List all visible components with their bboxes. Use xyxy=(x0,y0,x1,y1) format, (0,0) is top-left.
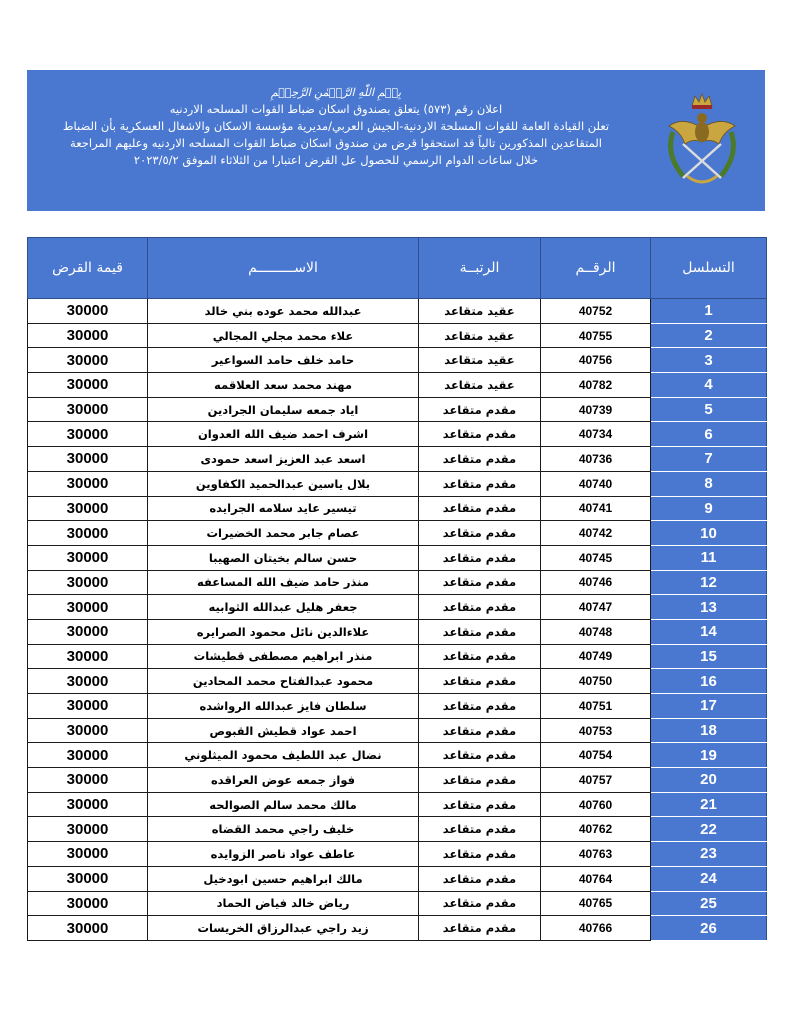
table-row xyxy=(28,817,767,842)
serial-cell: 2 xyxy=(651,323,767,348)
number-cell: 40782 xyxy=(541,373,651,398)
number-cell: 40757 xyxy=(541,768,651,793)
number-cell: 40741 xyxy=(541,496,651,521)
serial-cell: 25 xyxy=(651,891,767,916)
number-cell: 40742 xyxy=(541,521,651,546)
number-cell: 40764 xyxy=(541,866,651,891)
serial-cell: 24 xyxy=(651,866,767,891)
bismillah: بِسۡمِ اللّٰهِ الرَّحۡمٰنِ الرَّحِیۡمِ xyxy=(270,86,402,99)
table-row xyxy=(28,743,767,768)
rank-cell: مقدم متقاعد xyxy=(419,619,541,644)
serial-cell: 9 xyxy=(651,496,767,521)
announcement-line-2: تعلن القيادة العامة للقوات المسلحة الاردنية-الجيش العربي/مديرية مؤسسة الاسكان والاشغال العسكرية بأن الضباط xyxy=(62,119,610,133)
table-row xyxy=(28,348,767,373)
name-cell: حامد خلف حامد السواعير xyxy=(148,348,419,373)
serial-cell: 6 xyxy=(651,422,767,447)
number-cell: 40747 xyxy=(541,595,651,620)
serial-cell: 14 xyxy=(651,619,767,644)
serial-cell: 15 xyxy=(651,644,767,669)
header-loan-amount: قيمة القرض xyxy=(28,238,148,299)
loan-amount-cell: 30000 xyxy=(28,496,148,521)
rank-cell: مقدم متقاعد xyxy=(419,866,541,891)
name-cell: مهند محمد سعد العلاقمه xyxy=(148,373,419,398)
serial-cell: 22 xyxy=(651,817,767,842)
loan-amount-cell: 30000 xyxy=(28,570,148,595)
number-cell: 40739 xyxy=(541,397,651,422)
name-cell: تيسير عايد سلامه الجرايده xyxy=(148,496,419,521)
rank-cell: مقدم متقاعد xyxy=(419,669,541,694)
rank-cell: مقدم متقاعد xyxy=(419,644,541,669)
loan-amount-cell: 30000 xyxy=(28,422,148,447)
number-cell: 40745 xyxy=(541,545,651,570)
header-rank: الرتبــة xyxy=(419,238,541,299)
number-cell: 40746 xyxy=(541,570,651,595)
table-row xyxy=(28,619,767,644)
announcement-banner xyxy=(27,70,765,211)
loan-amount-cell: 30000 xyxy=(28,323,148,348)
number-cell: 40762 xyxy=(541,817,651,842)
serial-cell: 8 xyxy=(651,471,767,496)
loan-amount-cell: 30000 xyxy=(28,373,148,398)
table-row xyxy=(28,891,767,916)
rank-cell: عقيد متقاعد xyxy=(419,373,541,398)
serial-cell: 5 xyxy=(651,397,767,422)
rank-cell: مقدم متقاعد xyxy=(419,792,541,817)
serial-cell: 18 xyxy=(651,718,767,743)
loan-amount-cell: 30000 xyxy=(28,299,148,324)
number-cell: 40760 xyxy=(541,792,651,817)
name-cell: اسعد عبد العزيز اسعد حمودى xyxy=(148,447,419,472)
rank-cell: مقدم متقاعد xyxy=(419,422,541,447)
serial-cell: 17 xyxy=(651,694,767,719)
name-cell: خليف راجي محمد القضاه xyxy=(148,817,419,842)
serial-cell: 26 xyxy=(651,916,767,941)
loan-amount-cell: 30000 xyxy=(28,768,148,793)
jordan-armed-forces-emblem-icon xyxy=(659,92,745,192)
serial-cell: 10 xyxy=(651,521,767,546)
table-row xyxy=(28,718,767,743)
rank-cell: مقدم متقاعد xyxy=(419,743,541,768)
name-cell: اياد جمعه سليمان الجرادين xyxy=(148,397,419,422)
announcement-text xyxy=(47,84,625,169)
rank-cell: مقدم متقاعد xyxy=(419,718,541,743)
name-cell: احمد عواد قطيش القبوص xyxy=(148,718,419,743)
name-cell: مالك ابراهيم حسين ابودخيل xyxy=(148,866,419,891)
serial-cell: 16 xyxy=(651,669,767,694)
table-row xyxy=(28,471,767,496)
rank-cell: مقدم متقاعد xyxy=(419,496,541,521)
rank-cell: مقدم متقاعد xyxy=(419,570,541,595)
table-row xyxy=(28,422,767,447)
number-cell: 40752 xyxy=(541,299,651,324)
rank-cell: مقدم متقاعد xyxy=(419,768,541,793)
table-row xyxy=(28,373,767,398)
loan-amount-cell: 30000 xyxy=(28,669,148,694)
rank-cell: عقيد متقاعد xyxy=(419,323,541,348)
loan-amount-cell: 30000 xyxy=(28,694,148,719)
table-header-row xyxy=(28,238,767,299)
announcement-line-1: اعلان رقم (٥٧٣) يتعلق بصندوق اسكان ضباط القوات المسلحه الاردنيه xyxy=(169,102,503,116)
number-cell: 40748 xyxy=(541,619,651,644)
loan-amount-cell: 30000 xyxy=(28,916,148,941)
rank-cell: مقدم متقاعد xyxy=(419,817,541,842)
rank-cell: مقدم متقاعد xyxy=(419,397,541,422)
table-row xyxy=(28,299,767,324)
number-cell: 40755 xyxy=(541,323,651,348)
name-cell: منذر حامد ضيف الله المساعفه xyxy=(148,570,419,595)
name-cell: عصام جابر محمد الخضيرات xyxy=(148,521,419,546)
table-row xyxy=(28,792,767,817)
header-name: الاســـــــــم xyxy=(148,238,419,299)
name-cell: حسن سالم بخيتان الصهيبا xyxy=(148,545,419,570)
loan-amount-cell: 30000 xyxy=(28,595,148,620)
number-cell: 40765 xyxy=(541,891,651,916)
loan-amount-cell: 30000 xyxy=(28,397,148,422)
rank-cell: عقيد متقاعد xyxy=(419,348,541,373)
table-row xyxy=(28,669,767,694)
serial-cell: 12 xyxy=(651,570,767,595)
rank-cell: مقدم متقاعد xyxy=(419,447,541,472)
loan-amount-cell: 30000 xyxy=(28,718,148,743)
loan-amount-cell: 30000 xyxy=(28,619,148,644)
loan-amount-cell: 30000 xyxy=(28,891,148,916)
name-cell: زيد راجي عبدالرزاق الخريسات xyxy=(148,916,419,941)
number-cell: 40753 xyxy=(541,718,651,743)
table-row xyxy=(28,521,767,546)
serial-cell: 19 xyxy=(651,743,767,768)
announcement-line-3: المتقاعدين المذكورين تالياً قد استحقوا قرض من صندوق اسكان ضباط القوات المسلحه الاردنيه وعليهم المراجعة xyxy=(70,136,602,150)
loan-amount-cell: 30000 xyxy=(28,521,148,546)
loan-amount-cell: 30000 xyxy=(28,817,148,842)
table-row xyxy=(28,397,767,422)
loan-amount-cell: 30000 xyxy=(28,447,148,472)
table-row xyxy=(28,694,767,719)
table-row xyxy=(28,866,767,891)
rank-cell: عقيد متقاعد xyxy=(419,299,541,324)
number-cell: 40736 xyxy=(541,447,651,472)
number-cell: 40756 xyxy=(541,348,651,373)
table-row xyxy=(28,595,767,620)
serial-cell: 3 xyxy=(651,348,767,373)
name-cell: جعفر هليل عبدالله الثوابيه xyxy=(148,595,419,620)
name-cell: عاطف عواد ناصر الزوايده xyxy=(148,842,419,867)
rank-cell: مقدم متقاعد xyxy=(419,842,541,867)
rank-cell: مقدم متقاعد xyxy=(419,595,541,620)
table-row xyxy=(28,447,767,472)
number-cell: 40754 xyxy=(541,743,651,768)
name-cell: بلال ياسين عبدالحميد الكفاوين xyxy=(148,471,419,496)
table-row xyxy=(28,768,767,793)
serial-cell: 4 xyxy=(651,373,767,398)
rank-cell: مقدم متقاعد xyxy=(419,471,541,496)
number-cell: 40750 xyxy=(541,669,651,694)
loan-amount-cell: 30000 xyxy=(28,545,148,570)
serial-cell: 20 xyxy=(651,768,767,793)
loan-amount-cell: 30000 xyxy=(28,842,148,867)
number-cell: 40740 xyxy=(541,471,651,496)
loan-recipients-table xyxy=(27,237,767,941)
name-cell: رياض خالد فياض الحماد xyxy=(148,891,419,916)
serial-cell: 21 xyxy=(651,792,767,817)
table-row xyxy=(28,842,767,867)
serial-cell: 11 xyxy=(651,545,767,570)
announcement-line-4: خلال ساعات الدوام الرسمي للحصول عل القرض اعتبارا من الثلاثاء الموفق ٢٠٢٣/٥/٢ xyxy=(133,153,539,167)
loan-amount-cell: 30000 xyxy=(28,743,148,768)
loan-amount-cell: 30000 xyxy=(28,866,148,891)
number-cell: 40766 xyxy=(541,916,651,941)
loan-amount-cell: 30000 xyxy=(28,644,148,669)
loan-amount-cell: 30000 xyxy=(28,792,148,817)
header-number: الرقــم xyxy=(541,238,651,299)
rank-cell: مقدم متقاعد xyxy=(419,694,541,719)
rank-cell: مقدم متقاعد xyxy=(419,545,541,570)
name-cell: علاء محمد مجلي المجالي xyxy=(148,323,419,348)
number-cell: 40734 xyxy=(541,422,651,447)
rank-cell: مقدم متقاعد xyxy=(419,891,541,916)
table-row xyxy=(28,323,767,348)
header-serial: التسلسل xyxy=(651,238,767,299)
table-row xyxy=(28,570,767,595)
serial-cell: 13 xyxy=(651,595,767,620)
rank-cell: مقدم متقاعد xyxy=(419,916,541,941)
name-cell: منذر ابراهيم مصطفى قطيشات xyxy=(148,644,419,669)
name-cell: سلطان فايز عبدالله الرواشده xyxy=(148,694,419,719)
number-cell: 40749 xyxy=(541,644,651,669)
rank-cell: مقدم متقاعد xyxy=(419,521,541,546)
serial-cell: 1 xyxy=(651,299,767,324)
name-cell: اشرف احمد ضيف الله العدوان xyxy=(148,422,419,447)
number-cell: 40763 xyxy=(541,842,651,867)
table-row xyxy=(28,916,767,941)
loan-amount-cell: 30000 xyxy=(28,471,148,496)
name-cell: محمود عبدالفتاح محمد المحادين xyxy=(148,669,419,694)
table-row xyxy=(28,545,767,570)
name-cell: مالك محمد سالم الصوالحه xyxy=(148,792,419,817)
name-cell: نضال عبد اللطيف محمود الميثلوني xyxy=(148,743,419,768)
serial-cell: 7 xyxy=(651,447,767,472)
name-cell: علاءالدين نائل محمود الصرايره xyxy=(148,619,419,644)
table-row xyxy=(28,644,767,669)
loan-amount-cell: 30000 xyxy=(28,348,148,373)
name-cell: عبدالله محمد عوده بني خالد xyxy=(148,299,419,324)
name-cell: فواز جمعه عوض العراقده xyxy=(148,768,419,793)
table-row xyxy=(28,496,767,521)
number-cell: 40751 xyxy=(541,694,651,719)
serial-cell: 23 xyxy=(651,842,767,867)
